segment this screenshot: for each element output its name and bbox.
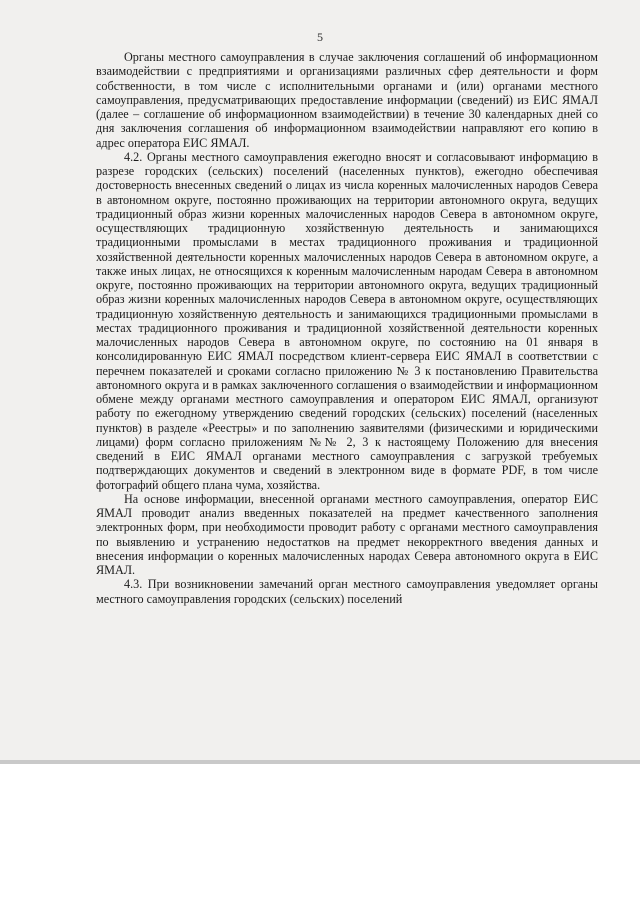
paragraph-4-2: 4.2. Органы местного самоуправления ежегодно вносят и согласовывают информацию в разрезе городских (сельских) поселений (населенных пунктов), ежегодно обеспечивая достоверность внесенных сведений о лицах из числа коренных малочисленных народов Севера в автономном округе, постоянно проживающих на территории автономного округа, ведущих традиционный образ жизни коренных малочисленных народов Севера в автономном округе, осуществляющих традиционную хозяйственную деятельность и занимающихся традиционными промыслами в местах традиционного проживания и традиционной хозяйственной деятельности коренных малочисленных народов Севера в автономном округе, а также иных лицах, не относящихся к коренным малочисленным народам Севера в автономном округе, постоянно проживающих на территории автономного округа, ведущих традиционный образ жизни коренных малочисленных народов Севера в автономном округе, осуществляющих традиционную хозяйственную деятельность и занимающихся традиционными промыслами в местах традиционного проживания и традиционной хозяйственной деятельности коренных малочисленных народов Севера в автономном округе, по состоянию на 01 января в консолидированную ЕИС ЯМАЛ посредством клиент-сервера ЕИС ЯМАЛ в соответствии с перечнем показателей и сроками согласно приложению № 3 к постановлению Правительства автономного округа и в рамках заключенного соглашения о взаимодействии и информационном обмене между органами местного самоуправления и оператором ЕИС ЯМАЛ, организуют работу по ежегодному утверждению сведений городских (сельских) поселений (населенных пунктов) в разделе «Реестры» и по заполнению заявителями (физическими и юридическими лицами) форм согласно приложениям №№ 2, 3 к настоящему Положению для внесения сведений в ЕИС ЯМАЛ органами местного самоуправления с загрузкой требуемых подтверждающих документов и сведений в электронном виде в формате PDF, в том числе фотографий общего плана чума, хозяйства. [96, 149, 598, 492]
paragraph-analysis: На основе информации, внесенной органами местного самоуправления, оператор ЕИС ЯМАЛ проводит анализ введенных показателей на предмет качественного заполнения электронных форм, при необходимости проводит работу с органами местного самоуправления по выявлению и устранению недостатков на предмет некорректного введения данных и внесения информации о коренных малочисленных народах Севера автономного округа в ЕИС ЯМАЛ. [96, 491, 598, 577]
document-body [96, 50, 598, 606]
page-number: 5 [317, 30, 323, 44]
paragraph-agreements: Органы местного самоуправления в случае заключения соглашений об информационном взаимодействии с предприятиями и организациями различных сфер деятельности и форм собственности, в том числе с исполнительными органами и (или) органами местного самоуправления, предусматривающих предоставление информации (сведений) из ЕИС ЯМАЛ (далее – соглашение об информационном взаимодействии) в течение 30 календарных дней со дня заключения соглашения об информационном взаимодействии направляют его копию в адрес оператора ЕИС ЯМАЛ. [96, 50, 598, 150]
blank-area [0, 764, 640, 905]
paragraph-4-3: 4.3. При возникновении замечаний орган местного самоуправления уведомляет органы местного самоуправления городских (сельских) поселений [96, 577, 598, 606]
